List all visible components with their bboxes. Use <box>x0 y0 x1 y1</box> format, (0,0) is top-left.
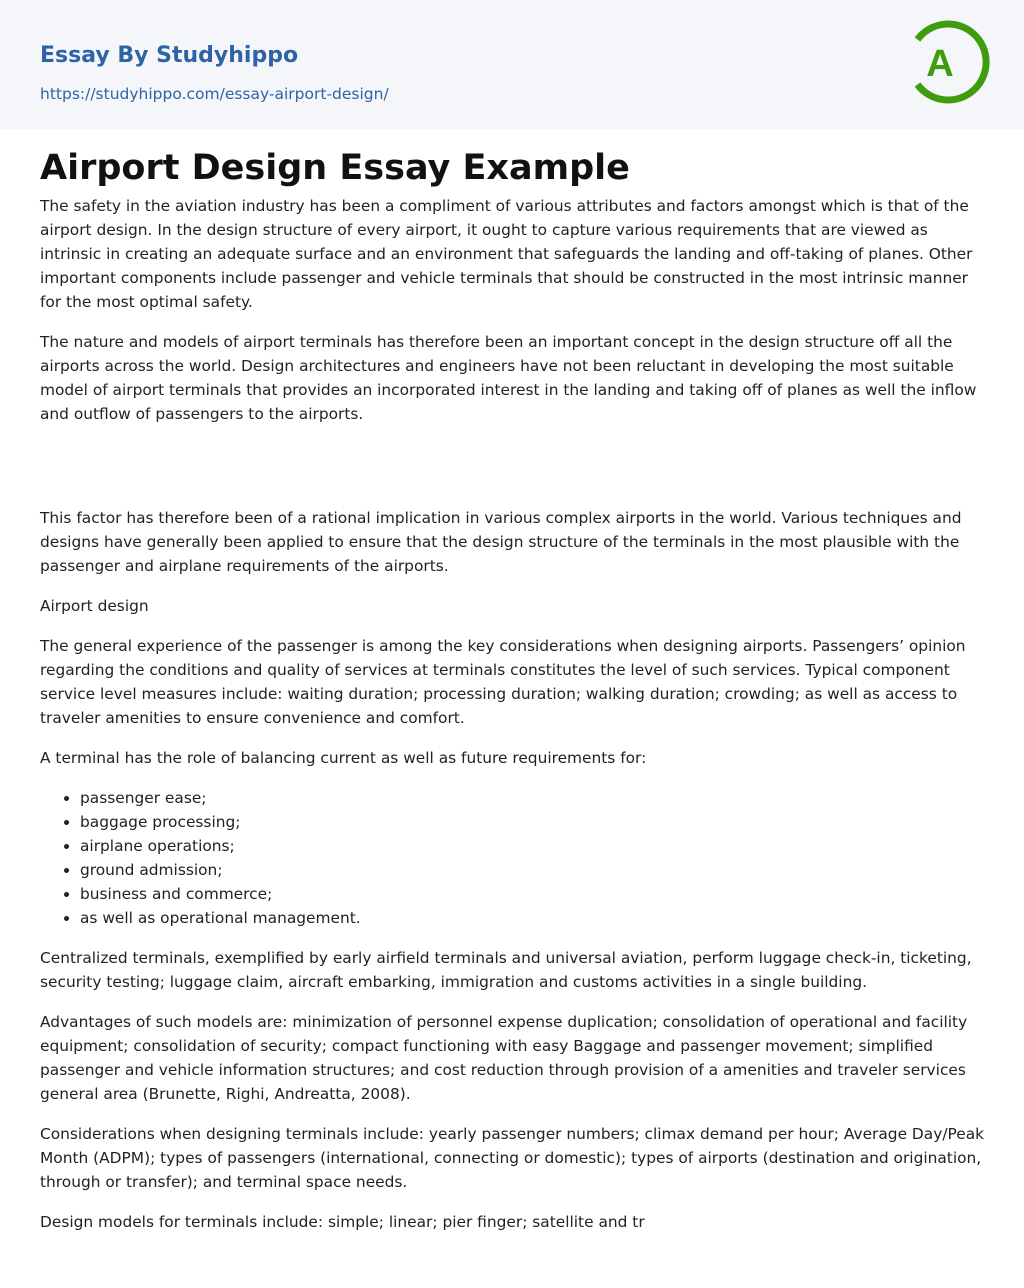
section-heading-airport-design: Airport design <box>40 597 149 615</box>
paragraph-intro: The safety in the aviation industry has been a compliment of various attributes and factors amongst which is that of the airport design. In the design structure of every airport, it ought to capture various requirements that are viewed as intrinsic in creating an adequate surface and an environment that safeguards the landing and off-taking of planes. Other important components include passenger and vehicle terminals that should be constructed in the most intrinsic manner for the most optimal safety. <box>40 197 973 311</box>
paragraph-centralized-terminals: Centralized terminals, exemplified by early airfield terminals and universal aviation, perform luggage check-in, ticketing, security testing; luggage claim, aircraft embarking, immigration and customs activities in a single building. <box>40 949 972 991</box>
logo-letter: A <box>926 43 954 85</box>
list-item: • baggage processing; <box>80 810 988 834</box>
essay-body <box>40 194 988 1250</box>
paragraph-terminal-role: A terminal has the role of balancing current as well as future requirements for: <box>40 749 647 767</box>
list-item: • airplane operations; <box>80 834 988 858</box>
essay-url-link[interactable]: https://studyhippo.com/essay-airport-design/ <box>40 85 389 103</box>
paragraph-terminal-models: The nature and models of airport terminals has therefore been an important concept in the design structure off all the airports across the world. Design architectures and engineers have not been reluctant in developing the most suitable model of airport terminals that provides an incorporated interest in the landing and taking off of planes as well the inflow and outflow of passengers to the airports. <box>40 333 977 423</box>
paragraph-advantages: Advantages of such models are: minimization of personnel expense duplication; consolidation of operational and facility equipment; consolidation of security; compact functioning with easy Baggage and passenger movement; simplified passenger and vehicle information structures; and cost reduction through provision of a amenities and traveler services general area (Brunette, Righi, Andreatta, 2008). <box>40 1013 968 1103</box>
brand-title: Essay By Studyhippo <box>40 43 299 68</box>
paragraph-considerations: Considerations when designing terminals include: yearly passenger numbers; climax demand per hour; Average Day/Peak Month (ADPM); types of passengers (international, connecting or domestic); types of airports (destination and origination, through or transfer); and terminal space needs. <box>40 1125 985 1191</box>
list-item: • business and commerce; <box>80 882 988 906</box>
paragraph-passenger-experience: The general experience of the passenger is among the key considerations when designing airports. Passengers’ opinion regarding the conditions and quality of services at terminals constitutes the level of such services. Typical component service level measures include: waiting duration; processing duration; walking duration; crowding; as well as access to traveler amenities to ensure convenience and comfort. <box>40 637 966 727</box>
list-item: • passenger ease; <box>80 786 988 810</box>
studyhippo-logo-icon <box>900 18 990 108</box>
list-item: • ground admission; <box>80 858 988 882</box>
requirements-list <box>40 786 988 930</box>
page-title: Airport Design Essay Example <box>40 148 630 188</box>
list-item: • as well as operational management. <box>80 906 988 930</box>
paragraph-rational-implication: This factor has therefore been of a rational implication in various complex airports in the world. Various techniques and designs have generally been applied to ensure that the design structure of the terminals in the most plausible with the passenger and airplane requirements of the airports. <box>40 509 962 575</box>
blank-spacer <box>40 442 988 490</box>
paragraph-design-models-truncated: Design models for terminals include: simple; linear; pier finger; satellite and tr <box>40 1213 645 1231</box>
